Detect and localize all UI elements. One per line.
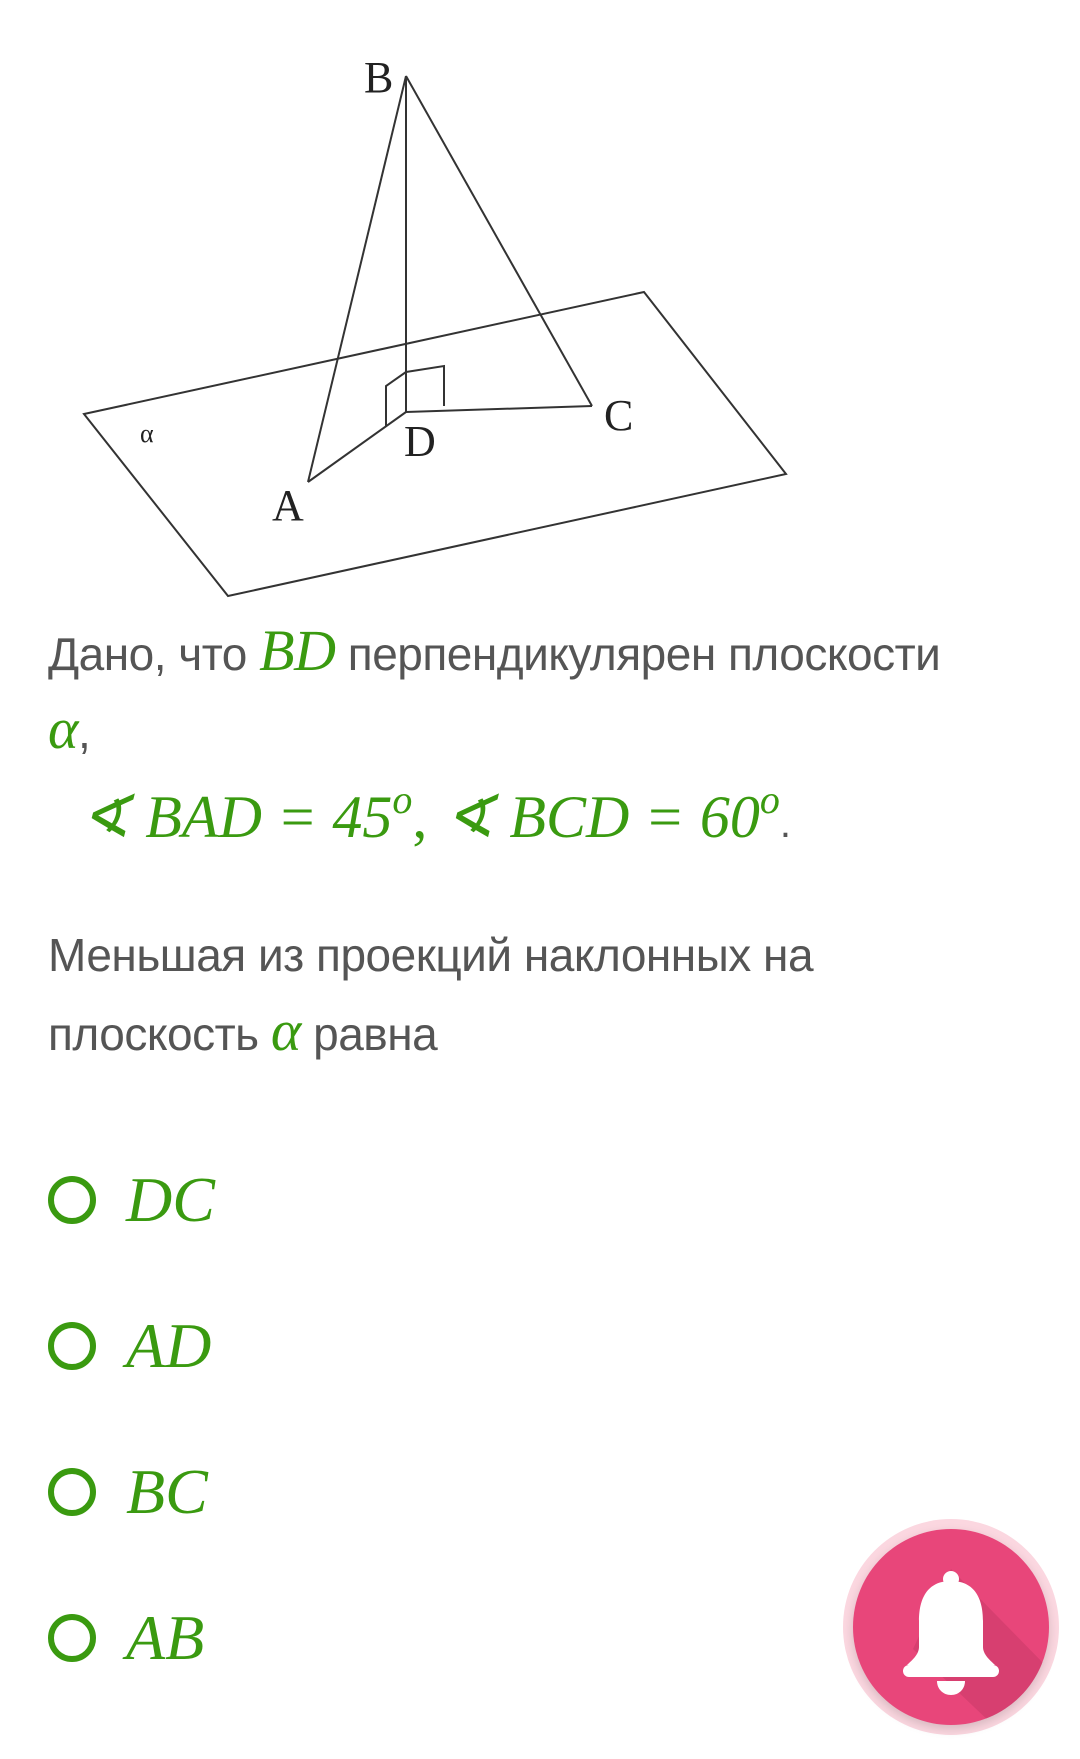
radio-button[interactable] bbox=[48, 1468, 96, 1516]
prompt-suffix: равна bbox=[313, 1008, 438, 1060]
radio-button[interactable] bbox=[48, 1176, 96, 1224]
segment-ba bbox=[308, 76, 406, 482]
bell-icon bbox=[853, 1529, 1049, 1725]
prompt-alpha: α bbox=[270, 998, 301, 1063]
option-dc[interactable] bbox=[48, 1160, 215, 1240]
question-prefix: Дано, что bbox=[48, 628, 247, 680]
segment-dc bbox=[406, 406, 592, 412]
degree-2: o bbox=[759, 777, 780, 822]
segment-bc bbox=[406, 76, 592, 406]
option-ab[interactable] bbox=[48, 1598, 204, 1678]
label-b: B bbox=[364, 53, 394, 102]
angle-bad: ∢ BAD = 45 bbox=[80, 784, 393, 850]
right-angle-mark-c bbox=[406, 366, 444, 406]
prompt-line-1: Меньшая из проекций наклонных на bbox=[48, 929, 814, 981]
label-c: C bbox=[604, 391, 634, 440]
label-alpha: α bbox=[140, 419, 154, 448]
radio-button[interactable] bbox=[48, 1614, 96, 1662]
prompt-line-2 bbox=[48, 992, 1038, 1073]
angle-formula bbox=[80, 760, 791, 864]
notification-fab[interactable] bbox=[843, 1519, 1059, 1735]
right-angle-mark-a bbox=[386, 372, 406, 426]
option-label: AD bbox=[126, 1310, 212, 1381]
comma: , bbox=[77, 706, 91, 758]
option-ad[interactable] bbox=[48, 1306, 211, 1386]
prompt-prefix: плоскость bbox=[48, 1008, 259, 1060]
label-d: D bbox=[404, 417, 436, 466]
math-alpha: α bbox=[48, 696, 78, 761]
geometry-figure bbox=[0, 0, 1080, 620]
notification-button[interactable] bbox=[853, 1529, 1049, 1725]
question-suffix: перпендикулярен плоскости bbox=[347, 628, 941, 680]
question-line-2 bbox=[48, 690, 1038, 771]
angle-bcd: ∢ BCD = 60 bbox=[444, 784, 760, 850]
formula-end: . bbox=[779, 802, 791, 846]
option-label: DC bbox=[126, 1164, 215, 1235]
label-a: A bbox=[272, 481, 304, 530]
option-bc[interactable] bbox=[48, 1452, 208, 1532]
radio-button[interactable] bbox=[48, 1322, 96, 1370]
formula-sep: , bbox=[412, 784, 428, 850]
math-bd: BD bbox=[259, 618, 336, 683]
question-line-1 bbox=[48, 612, 1038, 693]
option-label: BC bbox=[126, 1456, 208, 1527]
option-label: AB bbox=[126, 1602, 205, 1673]
degree-1: o bbox=[392, 777, 413, 822]
